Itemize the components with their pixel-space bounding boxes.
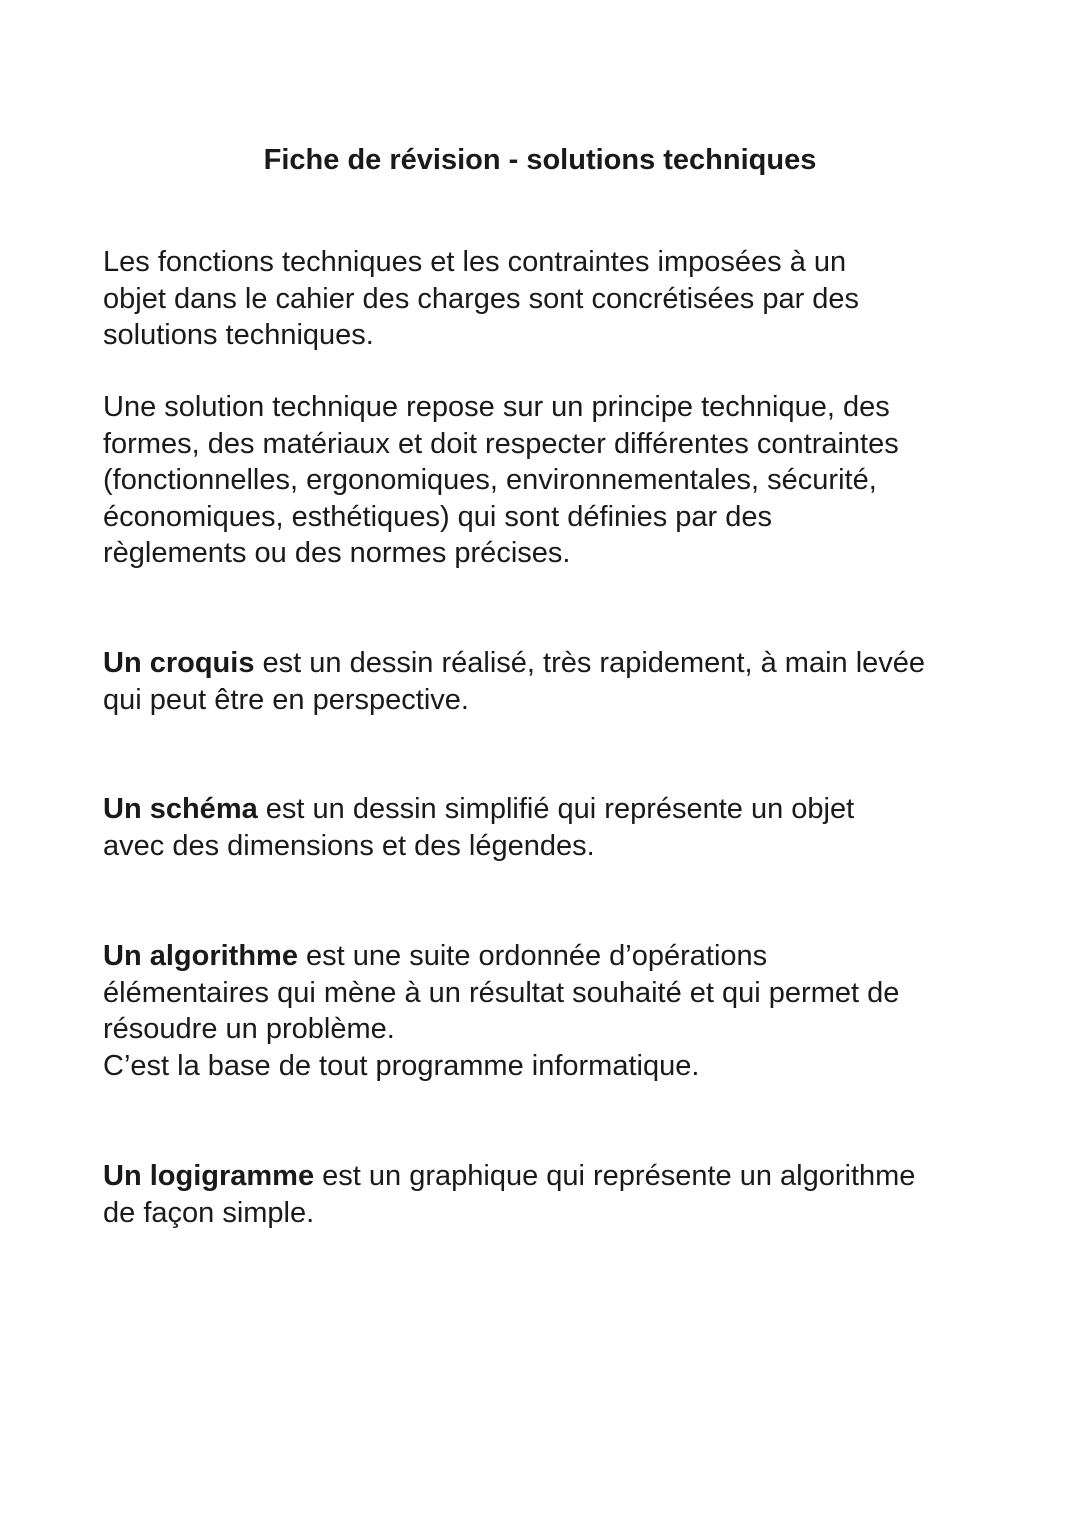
definition-term: Un croquis — [103, 647, 255, 679]
text-line: objet dans le cahier des charges sont concrétisées par des — [103, 282, 860, 315]
definition-line: qui peut être en perspective. — [103, 683, 469, 716]
text-line: règlements ou des normes précises. — [103, 537, 571, 569]
definition-text: est un graphique qui représente un algorithme — [314, 1160, 916, 1192]
intro-paragraph-1 — [103, 244, 1003, 354]
text-line: formes, des matériaux et doit respecter différentes contraintes — [103, 427, 899, 460]
definition-logigramme — [103, 1158, 1003, 1231]
definition-line: avec des dimensions et des légendes. — [103, 829, 595, 862]
text-line: Les fonctions techniques et les contraintes imposées à un — [103, 246, 847, 278]
definition-line — [103, 645, 1003, 682]
definition-schema — [103, 791, 1003, 864]
definition-line: résoudre un problème. — [103, 1013, 395, 1045]
text-line: solutions techniques. — [103, 319, 374, 351]
definition-algorithme — [103, 938, 1003, 1084]
definition-text: est une suite ordonnée d’opérations — [297, 940, 768, 972]
definition-line: de façon simple. — [103, 1196, 315, 1229]
definition-text: est un dessin simplifié qui représente un objet — [257, 793, 855, 825]
definition-line — [103, 938, 1003, 975]
definition-line: élémentaires qui mène à un résultat souhaité et qui permet de — [103, 976, 900, 1009]
definition-term: Un algorithme — [103, 940, 298, 972]
definition-text: est un dessin réalisé, très rapidement, à main levée — [254, 647, 926, 679]
definition-line — [103, 1158, 1003, 1195]
definition-term: Un logigramme — [103, 1160, 315, 1192]
text-line: Une solution technique repose sur un principe technique, des — [103, 391, 890, 423]
definition-line — [103, 791, 1003, 828]
text-line: économiques, esthétiques) qui sont définies par des — [103, 500, 773, 533]
definition-croquis — [103, 645, 1003, 718]
definition-line: C’est la base de tout programme informatique. — [103, 1049, 700, 1082]
text-line: (fonctionnelles, ergonomiques, environnementales, sécurité, — [103, 464, 877, 496]
definition-term: Un schéma — [103, 793, 258, 825]
intro-paragraph-2 — [103, 389, 1003, 572]
page-title: Fiche de révision - solutions techniques — [263, 144, 817, 176]
